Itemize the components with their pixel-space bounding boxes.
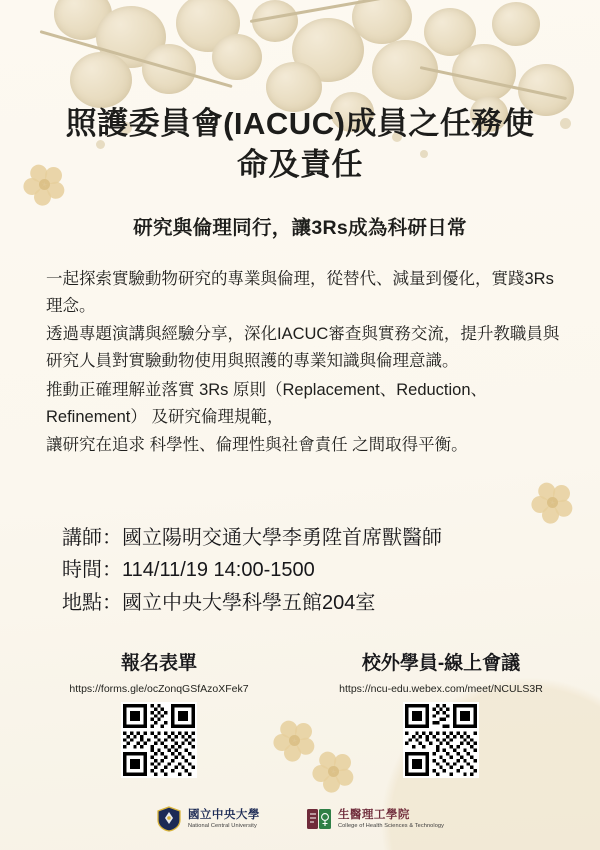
- ncu-logo-text: [188, 809, 260, 828]
- qr-registration-heading: 報名表單: [120, 653, 197, 674]
- logo-ncu: [156, 806, 260, 832]
- qr-registration: [30, 648, 288, 778]
- description-line: 推動正確理解並落實 3Rs 原則（Replacement、Reduction、Refinement） 及研究倫理規範，: [46, 380, 488, 426]
- page-title: 照護委員會(IACUC)成員之任務使命及責任: [65, 106, 535, 182]
- botanical-blob: [70, 52, 132, 108]
- flower-icon: [530, 480, 574, 524]
- description-line: 一起探索實驗動物研究的專業與倫理，從替代、減量到優化，實踐3Rs理念。: [46, 270, 554, 315]
- botanical-dot: [560, 118, 571, 129]
- botanical-blob: [452, 44, 516, 102]
- qr-registration-url[interactable]: https://forms.gle/ocZonqGSfAzoXFek7: [69, 683, 249, 695]
- botanical-blob: [492, 2, 540, 46]
- ncu-name-en: National Central University: [187, 822, 257, 829]
- college-emblem-icon: [306, 806, 332, 832]
- event-details-block: [62, 522, 562, 619]
- description-line: 透過專題演講與經驗分享，深化IACUC審查與實務交流，提升教職員與研究人員對實驗動物使用與照護的專業知識與倫理意識。: [46, 325, 560, 371]
- detail-time: 時間：114/11/19 14:00-1500: [62, 559, 315, 582]
- college-name-en: College of Health Sciences & Technology: [337, 822, 445, 829]
- detail-location: 地點：國立中央大學科學五館204室: [62, 591, 376, 614]
- qr-registration-code[interactable]: [121, 702, 197, 778]
- ncu-crest-icon: [156, 806, 182, 832]
- college-name-zh: 生醫理工學院: [337, 809, 410, 822]
- description-block: [46, 266, 561, 461]
- qr-online-url[interactable]: https://ncu-edu.webex.com/meet/NCULS3R: [339, 683, 543, 695]
- page-subtitle: 研究與倫理同行，讓3Rs成為科研日常: [133, 217, 467, 239]
- footer-logos: [0, 806, 600, 832]
- college-logo-text: [338, 809, 444, 828]
- qr-online-heading: 校外學員-線上會議: [361, 653, 521, 674]
- ncu-name-zh: 國立中央大學: [187, 809, 260, 822]
- qr-online-meeting: [312, 648, 570, 778]
- description-line: 讓研究在追求 科學性、倫理性與社會責任 之間取得平衡。: [46, 436, 468, 455]
- botanical-blob: [212, 34, 262, 80]
- detail-speaker: 講師：國立陽明交通大學李勇陞首席獸醫師: [62, 527, 442, 549]
- qr-section: [30, 648, 570, 778]
- qr-online-code[interactable]: [403, 702, 479, 778]
- logo-college: [306, 806, 444, 832]
